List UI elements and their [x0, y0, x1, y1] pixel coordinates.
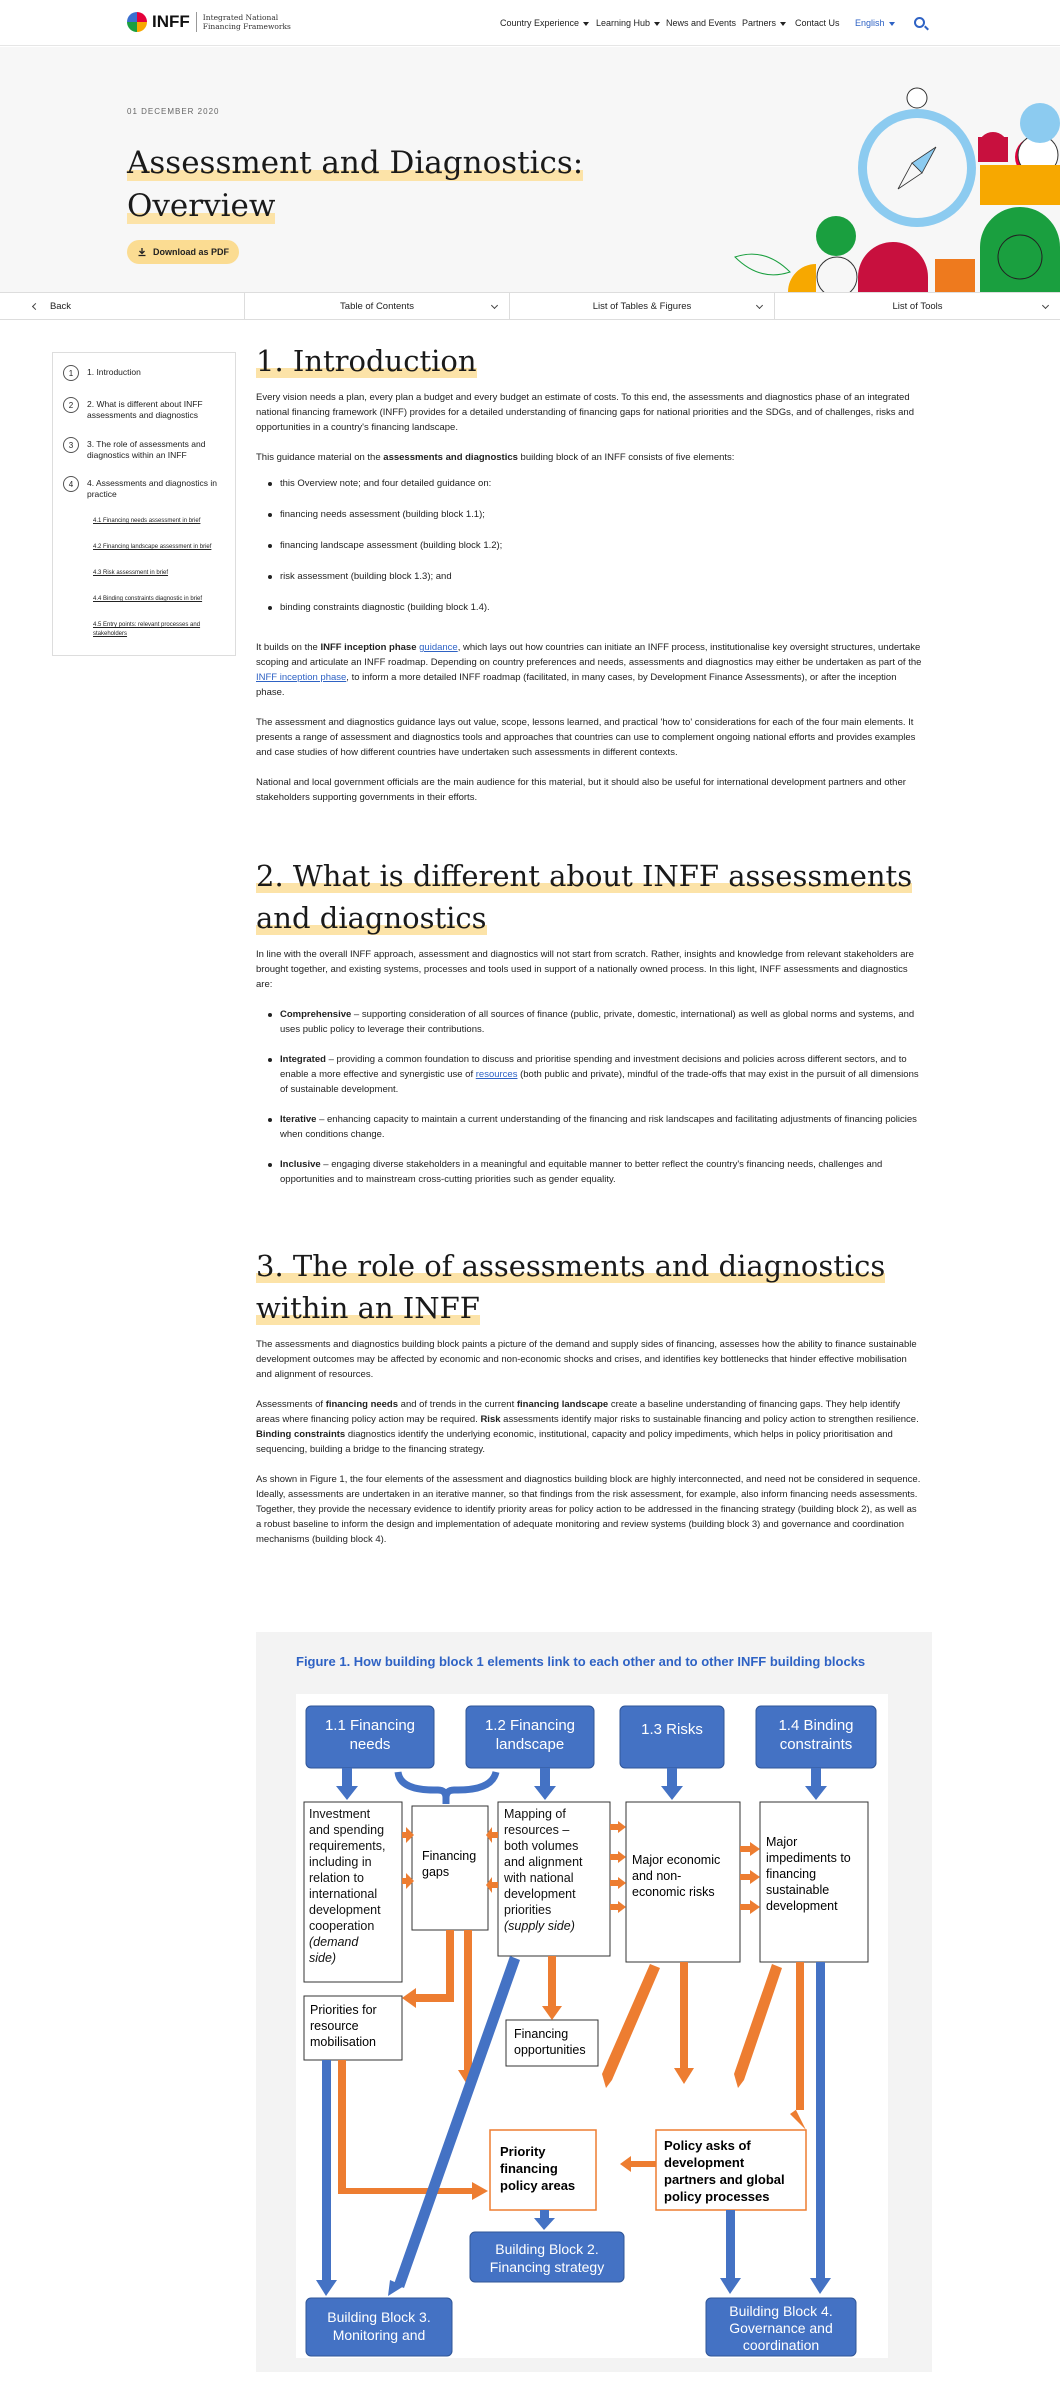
svg-text:1.2 Financing: 1.2 Financing: [484, 1717, 576, 1734]
svg-text:cooperation: cooperation: [309, 1919, 375, 1933]
svg-text:Priority: Priority: [500, 2144, 546, 2159]
toc-subitem-4-1[interactable]: 4.1 Financing needs assessment in brief: [93, 518, 201, 524]
svg-text:(supply side): (supply side): [504, 1919, 575, 1933]
paragraph: Assessments of financing needs and of trends in the current financing landscape create a baseline understanding of financing gaps. They help identify areas where financing policy action may be required. Risk assessments identify major risks to sustainable financing and policy action to strengthen resilience. Binding constraints diagnostics identify the underlying economic, institutional, capacity and policy impediments, which helps in policy prioritisation and sequencing, building a bridge to the financing strategy.: [256, 1399, 919, 1455]
toc-subitem-4-5[interactable]: 4.5 Entry points: relevant processes and stakeholders: [93, 622, 201, 637]
toc-item-in-practice[interactable]: 4 4. Assessments and diagnostics in practice: [63, 478, 227, 500]
svg-text:both volumes: both volumes: [504, 1839, 579, 1853]
svg-text:Building Block 3.: Building Block 3.: [327, 2309, 431, 2325]
svg-text:resource: resource: [310, 2019, 359, 2033]
paragraph: It builds on the INFF inception phase guidance, which lays out how countries can initiate an INFF process, institutionalise key oversight structures, undertake scoping and articulate an INFF roadmap. Depending on country preferences and needs, assessments and diagnostics may either be undertaken as part of the INFF inception phase, to inform a more detailed INFF roadmap (facilitated, in many cases, by Development Finance Assessments), or after the inception phase.: [256, 642, 922, 698]
svg-text:policy processes: policy processes: [664, 2189, 770, 2204]
svg-text:development: development: [309, 1903, 381, 1917]
svg-text:and spending: and spending: [309, 1823, 385, 1837]
inff-logo[interactable]: [127, 12, 291, 32]
paragraph: The assessment and diagnostics guidance lays out value, scope, lessons learned, and practical 'how to' considerations for each of the four main elements. It presents a range of assessment and diagnostics tools and approaches that countries can use to complement ongoing national efforts and provides examples and case studies of how different countries have undertaken such assessments in different contexts.: [256, 717, 916, 758]
svg-text:international: international: [309, 1887, 378, 1901]
svg-text:Monitoring and: Monitoring and: [332, 2327, 426, 2343]
list-item: financing needs assessment (building block 1.1);: [256, 507, 924, 522]
section-heading-role-of-assessments: 3. The role of assessments and diagnostics within an INFF: [256, 1249, 886, 1325]
top-box-binding-constraints: [756, 1706, 876, 1768]
box-major-risks: [626, 1802, 740, 1962]
list-item: risk assessment (building block 1.3); and: [256, 569, 924, 584]
svg-text:including in: including in: [309, 1855, 372, 1869]
chevron-down-icon: [780, 22, 786, 26]
svg-text:financing: financing: [766, 1867, 817, 1881]
document-toolbar: [0, 292, 1060, 320]
paragraph: This guidance material on the assessments and diagnostics building block of an INFF consists of five elements:: [256, 452, 735, 463]
svg-text:sustainable: sustainable: [766, 1883, 830, 1897]
toc-item-introduction[interactable]: 1 1. Introduction: [63, 367, 227, 381]
toc-subitem-4-4[interactable]: 4.4 Binding constraints diagnostic in brief: [93, 596, 203, 602]
back-button[interactable]: Back: [0, 293, 245, 319]
building-block-3: [306, 2298, 452, 2356]
inff-inception-phase-link[interactable]: INFF inception phase: [256, 672, 347, 683]
section-heading-what-is-different: 2. What is different about INFF assessments and diagnostics: [256, 859, 913, 935]
svg-text:opportunities: opportunities: [514, 2043, 586, 2057]
building-block-2: [470, 2232, 624, 2282]
chevron-left-icon: [32, 302, 39, 309]
svg-text:constraints: constraints: [779, 1736, 853, 1753]
resources-link[interactable]: resources: [475, 1069, 518, 1080]
chevron-down-icon: [756, 302, 763, 309]
svg-text:financing: financing: [500, 2161, 558, 2176]
box-financing-opportunities: [506, 2020, 598, 2066]
section-heading-introduction: 1. Introduction: [256, 344, 477, 378]
building-block-4: [706, 2298, 856, 2356]
paragraph: The assessments and diagnostics building block paints a picture of the demand and supply sides of financing, assesses how the ability to finance sustainable development outcomes may be affected by economic and non-economic shocks and crises, and identifies key bottlenecks that hinder effective mobilisation and alignment of resources.: [256, 1339, 917, 1380]
logo-subtitle: Integrated National Financing Frameworks: [202, 13, 291, 31]
chevron-down-icon: [491, 302, 498, 309]
main-article: [256, 340, 924, 1547]
svg-text:Financing strategy: Financing strategy: [489, 2259, 605, 2275]
list-item: Iterative – enhancing capacity to maintain a current understanding of the financing and risk landscapes and facilitating adjustments of financing policies when conditions change.: [256, 1112, 924, 1142]
orange-impediment-arrow: [790, 1962, 806, 2130]
toc-number-badge: 3: [63, 437, 79, 453]
box-priority-financing-policy-areas: [490, 2130, 596, 2210]
box-financing-gaps: [412, 1806, 488, 1930]
svg-text:impediments to: impediments to: [766, 1851, 851, 1865]
svg-text:Investment: Investment: [309, 1807, 371, 1821]
language-selector[interactable]: English: [855, 18, 895, 28]
svg-text:policy areas: policy areas: [500, 2178, 576, 2193]
svg-text:Policy asks of: Policy asks of: [664, 2138, 751, 2153]
nav-country-experience[interactable]: Country Experience: [500, 18, 589, 28]
svg-text:priorities: priorities: [504, 1903, 552, 1917]
list-item: this Overview note; and four detailed guidance on:: [256, 476, 924, 491]
toc-number-badge: 4: [63, 476, 79, 492]
svg-text:with national: with national: [504, 1871, 574, 1885]
svg-text:partners and global: partners and global: [664, 2172, 785, 2187]
svg-text:1.4 Binding: 1.4 Binding: [778, 1717, 854, 1734]
toc-item-what-is-different[interactable]: 2 2. What is different about INFF assessments and diagnostics: [63, 399, 227, 421]
paragraph: National and local government officials are the main audience for this material, but it should also be useful for international development partners and other stakeholders supporting governments in their efforts.: [256, 777, 906, 803]
figure-title: Figure 1. How building block 1 elements link to each other and to other INFF building blocks: [296, 1654, 866, 1669]
svg-text:and non-: and non-: [632, 1869, 682, 1883]
nav-contact-us[interactable]: Contact Us: [795, 18, 840, 28]
svg-text:coordination: coordination: [742, 2337, 820, 2353]
svg-text:Building Block 4.: Building Block 4.: [729, 2303, 833, 2319]
paragraph: In line with the overall INFF approach, assessment and diagnostics will not start from scratch. Rather, insights and knowledge from relevant stakeholders are brought together, and existing systems, processes and tools used in support of a nationally owned process. In this light, INFF assessments and diagnostics are:: [256, 949, 914, 990]
svg-text:development: development: [664, 2155, 745, 2170]
svg-text:gaps: gaps: [422, 1865, 450, 1879]
top-box-financing-needs: [306, 1706, 434, 1768]
guidance-link[interactable]: guidance: [419, 642, 458, 653]
list-item: Integrated – providing a common foundation to discuss and prioritise spending and investment decisions and policies across different sectors, and to enable a more effective and synergistic use of resources (both public and private), mindful of the trade-offs that may exist in the pursuit of all dimensions of sustainable development.: [256, 1052, 924, 1097]
svg-text:Mapping of: Mapping of: [504, 1807, 566, 1821]
box-mapping-of-resources: [498, 1802, 610, 1956]
svg-text:(demand: (demand: [309, 1935, 359, 1949]
paragraph: Every vision needs a plan, every plan a budget and every budget an estimate of costs. To this end, the assessments and diagnostics phase of an integrated national financing framework (INFF) provides for a detailed understanding of financing gaps for national priorities and the SDGs, and of challenges, risks and opportunities in a country's financing landscape.: [256, 392, 914, 433]
chevron-down-icon: [1042, 302, 1049, 309]
table-of-contents-dropdown[interactable]: Table of Contents: [245, 293, 510, 319]
top-navigation-bar: [0, 0, 1060, 46]
figure-1: [256, 1632, 932, 2372]
nav-partners[interactable]: Partners: [742, 18, 786, 28]
svg-text:Building Block 2.: Building Block 2.: [495, 2241, 599, 2257]
box-policy-asks: [656, 2130, 806, 2210]
svg-text:needs: needs: [349, 1736, 391, 1753]
inff-logo-icon: [127, 12, 147, 32]
chevron-down-icon: [583, 22, 589, 26]
toc-item-role-of-assessments[interactable]: 3 3. The role of assessments and diagnostics within an INFF: [63, 439, 227, 461]
list-item: Comprehensive – supporting consideration of all sources of finance (public, private, domestic, international) as well as global norms and systems, and uses public policy to leverage their contributions.: [256, 1007, 924, 1037]
search-icon[interactable]: [914, 17, 925, 28]
svg-text:Major economic: Major economic: [632, 1853, 721, 1867]
building-block-diagram: [296, 1694, 888, 2358]
list-of-tables-figures-dropdown[interactable]: List of Tables & Figures: [510, 293, 775, 319]
nav-news-and-events[interactable]: News and Events: [666, 18, 737, 28]
paragraph: As shown in Figure 1, the four elements of the assessment and diagnostics building block are highly interconnected, and need not be considered in sequence. Ideally, assessments are undertaken in an iterative manner, so that findings from the risk assessment, for example, also inform financing needs assessments. Together, they provide the necessary evidence to identify priority areas for policy action to be addressed in the financing strategy (building block 2), as well as a robust baseline to inform the design and implementation of adequate monitoring and review systems (building block 3) and governance and coordination mechanisms (building block 4).: [256, 1474, 921, 1545]
list-item: financing landscape assessment (building block 1.2);: [256, 538, 924, 553]
hero-banner: [0, 47, 1060, 292]
svg-text:requirements,: requirements,: [309, 1839, 386, 1853]
publish-date: 01 DECEMBER 2020: [127, 107, 220, 116]
compass-illustration: [730, 87, 1060, 292]
box-major-impediments: [760, 1802, 868, 1962]
toc-number-badge: 2: [63, 397, 79, 413]
box-investment-requirements: [304, 1802, 402, 1982]
svg-text:Governance and: Governance and: [729, 2320, 833, 2336]
svg-text:Priorities for: Priorities for: [310, 2003, 377, 2017]
toc-subitem-4-2[interactable]: 4.2 Financing landscape assessment in brief: [93, 544, 212, 550]
top-box-financing-landscape: [466, 1706, 594, 1768]
svg-text:Financing: Financing: [514, 2027, 569, 2041]
logo-text: INFF: [152, 12, 190, 31]
toc-number-badge: 1: [63, 365, 79, 381]
toc-subitem-4-3[interactable]: 4.3 Risk assessment in brief: [93, 570, 169, 576]
list-item: binding constraints diagnostic (building block 1.4).: [256, 600, 924, 615]
svg-text:landscape: landscape: [495, 1736, 565, 1753]
svg-text:development: development: [504, 1887, 576, 1901]
top-box-risks: [620, 1706, 724, 1768]
download-pdf-button[interactable]: Download as PDF: [127, 240, 239, 264]
svg-text:1.3 Risks: 1.3 Risks: [641, 1721, 703, 1738]
nav-learning-hub[interactable]: Learning Hub: [596, 18, 660, 28]
diagram-svg: [296, 1694, 888, 2358]
svg-text:1.1 Financing: 1.1 Financing: [324, 1717, 416, 1734]
svg-text:resources –: resources –: [504, 1823, 570, 1837]
chevron-down-icon: [654, 22, 660, 26]
chevron-down-icon: [889, 22, 895, 26]
svg-text:economic risks: economic risks: [632, 1885, 715, 1899]
svg-text:side): side): [309, 1951, 337, 1965]
page-title: Assessment and Diagnostics: Overview: [127, 145, 584, 224]
list-item: Inclusive – engaging diverse stakeholders in a meaningful and equitable manner to better reflect the country's financing needs, challenges and opportunities and to mainstream cross-cutting priorities such as gender equality.: [256, 1157, 924, 1187]
list-of-tools-dropdown[interactable]: List of Tools: [775, 293, 1060, 319]
logo-divider: [196, 12, 197, 32]
svg-text:relation to: relation to: [309, 1871, 364, 1885]
brace-arrow: [398, 1772, 496, 1804]
svg-text:mobilisation: mobilisation: [310, 2035, 377, 2049]
download-icon: [137, 247, 147, 257]
svg-text:and alignment: and alignment: [504, 1855, 583, 1869]
sidebar-table-of-contents: [52, 352, 236, 656]
svg-text:Financing: Financing: [422, 1849, 477, 1863]
svg-text:Major: Major: [766, 1835, 798, 1849]
svg-text:development: development: [766, 1899, 838, 1913]
box-priorities-for-resource-mobilisation: [304, 1996, 402, 2060]
